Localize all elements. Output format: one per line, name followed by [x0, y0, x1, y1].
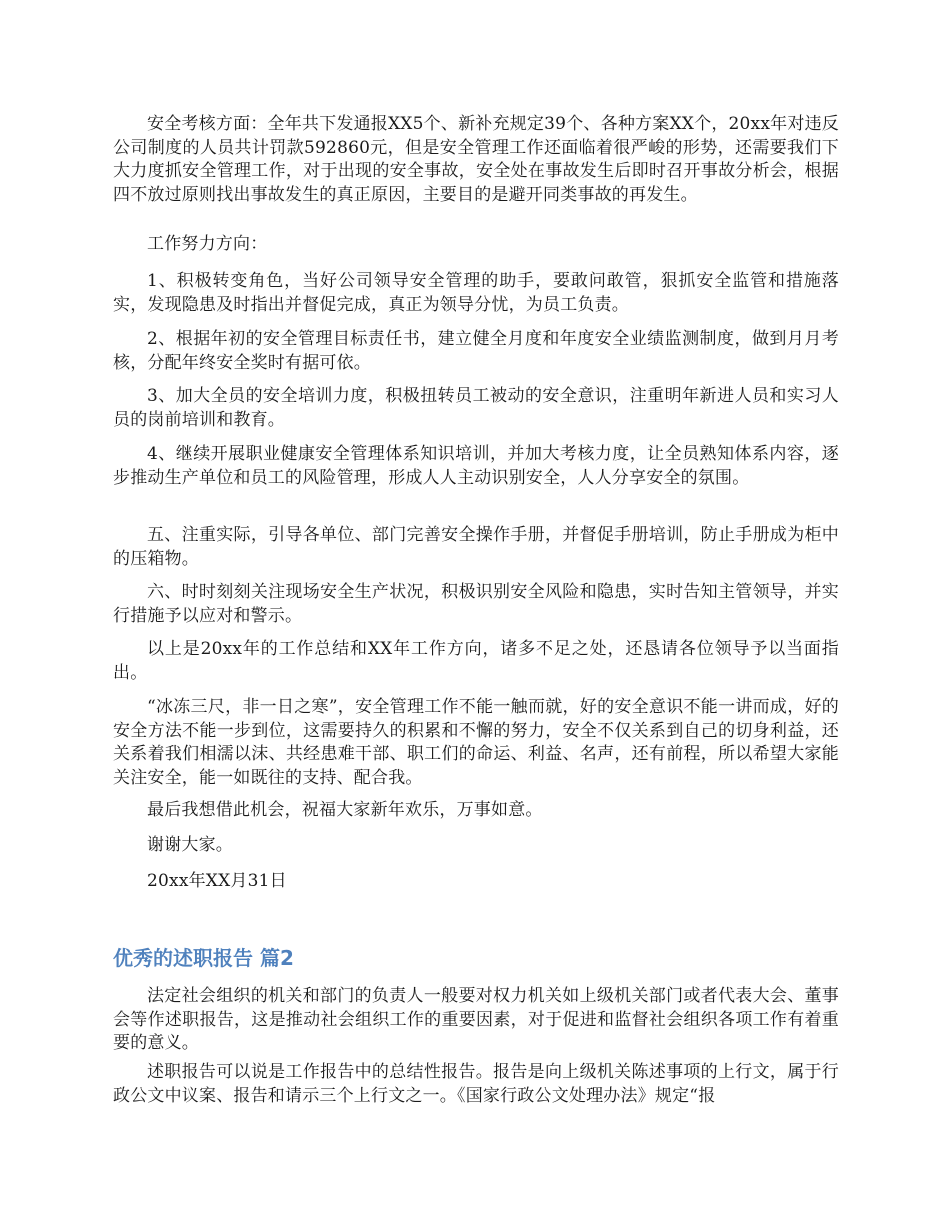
paragraph-closing-remarks: “冰冻三尺，非一日之寒”，安全管理工作不能一触而就，好的安全意识不能一讲而成，好的安全方法不能一步到位，这需要持久的积累和不懈的努力，安全不仅关系到自己的切身利益，还关系着我们相濡以沫、共经患难干部、职工们的命运、利益、名声，还有前程，所以希望大家能关注安全，能一如既往的支持、配合我。 [113, 697, 839, 788]
paragraph-wishes: 最后我想借此机会，祝福大家新年欢乐，万事如意。 [147, 800, 543, 820]
paragraph-direction-item-4: 4、继续开展职业健康安全管理体系知识培训，并加大考核力度，让全员熟知体系内容，逐步推动生产单位和员工的风险管理，形成人人主动识别安全，人人分享安全的氛围。 [113, 444, 839, 488]
paragraph-report-intro: 法定社会组织的机关和部门的负责人一般要对权力机关如上级机关部门或者代表大会、董事会等作述职报告，这是推动社会组织工作的重要因素，对于促进和监督社会组织各项工作有着重要的意义。 [113, 986, 839, 1053]
paragraph-direction-item-1: 1、积极转变角色，当好公司领导安全管理的助手，要敢问敢管，狠抓安全监管和措施落实，发现隐患及时指出并督促完成，真正为领导分忧，为员工负责。 [113, 271, 839, 315]
paragraph-direction-item-3: 3、加大全员的安全培训力度，积极扭转员工被动的安全意识，注重明年新进人员和实习人员的岗前培训和教育。 [113, 386, 839, 430]
paragraph-summary: 以上是20xx年的工作总结和XX年工作方向，诸多不足之处，还恳请各位领导予以当面指出。 [113, 639, 839, 683]
paragraph-date: 20xx年XX月31日 [147, 871, 287, 891]
section-heading: 优秀的述职报告 篇2 [113, 946, 294, 970]
paragraph-safety-assessment: 安全考核方面：全年共下发通报XX5个、新补充规定39个、各种方案XX个，20xx年对违反公司制度的人员共计罚款592860元，但是安全管理工作还面临着很严峻的形势，还需要我们下大力度抓安全管理工作，对于出现的安全事故，安全处在事故发生后即时召开事故分析会，根据四不放过原则找出事故发生的真正原因，主要目的是避开同类事故的再发生。 [113, 114, 839, 205]
paragraph-direction-item-6: 六、时时刻刻关注现场安全生产状况，积极识别安全风险和隐患，实时告知主管领导，并实行措施予以应对和警示。 [113, 582, 839, 626]
paragraph-thanks: 谢谢大家。 [147, 835, 233, 855]
paragraph-work-direction-title: 工作努力方向： [147, 234, 268, 254]
paragraph-direction-item-2: 2、根据年初的安全管理目标责任书，建立健全月度和年度安全业绩监测制度，做到月月考核，分配年终安全奖时有据可依。 [113, 329, 839, 373]
paragraph-direction-item-5: 五、注重实际，引导各单位、部门完善安全操作手册，并督促手册培训，防止手册成为柜中的压箱物。 [113, 525, 839, 569]
paragraph-report-definition: 述职报告可以说是工作报告中的总结性报告。报告是向上级机关陈述事项的上行文，属于行政公文中议案、报告和请示三个上行文之一。《国家行政公文处理办法》规定“报 [113, 1062, 839, 1106]
